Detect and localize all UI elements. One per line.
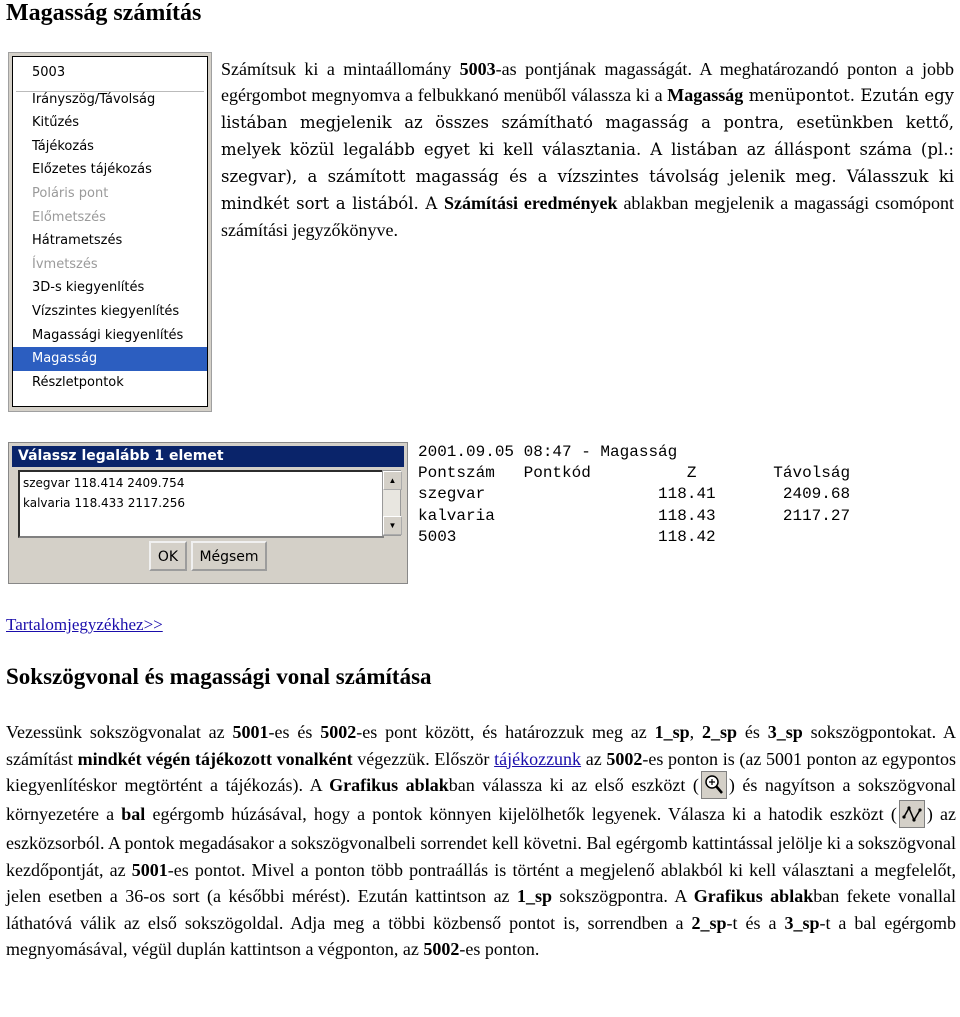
menu-item: Ívmetszés	[32, 256, 98, 272]
report-header: 2001.09.05 08:47 - Magasság	[418, 443, 678, 461]
report-columns: Pontszám Pontkód Z Távolság	[418, 464, 851, 483]
selection-dialog	[8, 442, 408, 584]
menu-item: Poláris pont	[32, 185, 109, 201]
zoom-tool-icon	[701, 771, 727, 799]
page-title: Magasság számítás	[6, 0, 202, 26]
report-row: 5003 118.42	[418, 527, 716, 546]
menu-item[interactable]: Előzetes tájékozás	[32, 162, 152, 178]
scrollbar[interactable]	[382, 470, 401, 536]
menu-item: Előmetszés	[32, 209, 106, 225]
report-row: kalvaria 118.43 2117.27	[418, 506, 851, 525]
traverse-paragraph: Vezessünk sokszögvonalat az 5001-es és 5002-es pont között, és határozzuk meg az 1_sp, 2_sp és 3_sp sokszögpontokat. A számítást mindkét végén tájékozott vonalként végezzük. Először tájékozzunk az 5002-es ponton is (az 5001 ponton az egypontos kiegyenlítéskor megtörtént a tájékozás). A Grafikus ablakban válassza ki az első eszközt ( ) és nagyítson a sokszögvonal környezetére a bal egérgomb húzásával, hogy a pontok könnyen kijelölhetők legyenek. Válasza ki a hatodik eszközt ( ) az eszközsorból. A pontok megadásakor a sokszögvonalbeli sorrendet kell követni. Bal egérgomb kattintással jelölje ki a sokszögvonal kezdőpontját, az 5001-es pontot. Mivel a ponton több pontraállás is történt a megjelenő ablakból ki kell választani a megfelelőt, jelen esetben a 36-os sort (a későbbi mérést). Ezután kattintson az 1_sp sokszögpontra. A Grafikus ablakban fekete vonallal láthatóvá válik az első sokszögoldal. Adja meg a többi közbenső pontot is, sorrendben a 2_sp-t és a 3_sp-t a bal egérgomb megnyomásával, végül duplán kattintson a végponton, az 5002-es ponton.	[6, 722, 957, 960]
menu-item[interactable]: Magassági kiegyenlítés	[32, 327, 184, 343]
section-title: Sokszögvonal és magassági vonal számítása	[6, 664, 432, 689]
result-report	[418, 442, 850, 548]
menu-item[interactable]: 5003	[32, 65, 66, 80]
menu-item[interactable]: Hátrametszés	[32, 233, 123, 249]
dialog-title: Válassz legalább 1 elemet	[12, 446, 404, 467]
menu-item[interactable]: Részletpontok	[32, 374, 124, 390]
context-menu-screenshot	[8, 52, 212, 412]
polyline-tool-icon	[899, 800, 925, 828]
menu-item[interactable]: Vízszintes kiegyenlítés	[32, 303, 180, 319]
menu-item[interactable]: Irányszög/Távolság	[32, 91, 156, 107]
menu-item[interactable]: Magasság	[13, 347, 207, 371]
menu-item[interactable]: Kitűzés	[32, 115, 80, 131]
intro-paragraph: Számítsuk ki a mintaállomány 5003-as pontjának magasságát. A meghatározandó ponton a jobb egérgombot megnyomva a felbukkanó menüből válassza ki a Magasság menüpontot. Ezután egy listában megjelenik az összes számítható magasság a pontra, esetünkben kettő, melyek közül legalább egyet ki kell választania. A listában az álláspont száma (pl.: szegvar), a számított magasság és a vízszintes távolság jelenik meg. Válasszuk ki mindkét sort a listából. A Számítási eredmények ablakban megjelenik a magassági csomópont számítási jegyzőkönyve.	[221, 59, 954, 240]
ok-button[interactable]: OK	[149, 541, 187, 571]
context-menu	[12, 56, 208, 407]
toc-link[interactable]: Tartalomjegyzékhez>>	[6, 615, 163, 634]
list-item[interactable]: szegvar 118.414 2409.754	[23, 476, 185, 490]
menu-separator	[16, 91, 204, 92]
report-row: szegvar 118.41 2409.68	[418, 485, 851, 504]
list-item[interactable]: kalvaria 118.433 2117.256	[23, 496, 186, 510]
menu-item[interactable]: Tájékozás	[32, 138, 94, 154]
orientation-link[interactable]: tájékozzunk	[494, 748, 582, 769]
cancel-button[interactable]: Mégsem	[191, 541, 267, 571]
dialog-list[interactable]	[18, 470, 384, 538]
menu-item[interactable]: 3D-s kiegyenlítés	[32, 280, 145, 296]
scroll-down-icon[interactable]: ▼	[383, 516, 402, 535]
scroll-up-icon[interactable]: ▲	[383, 471, 402, 490]
